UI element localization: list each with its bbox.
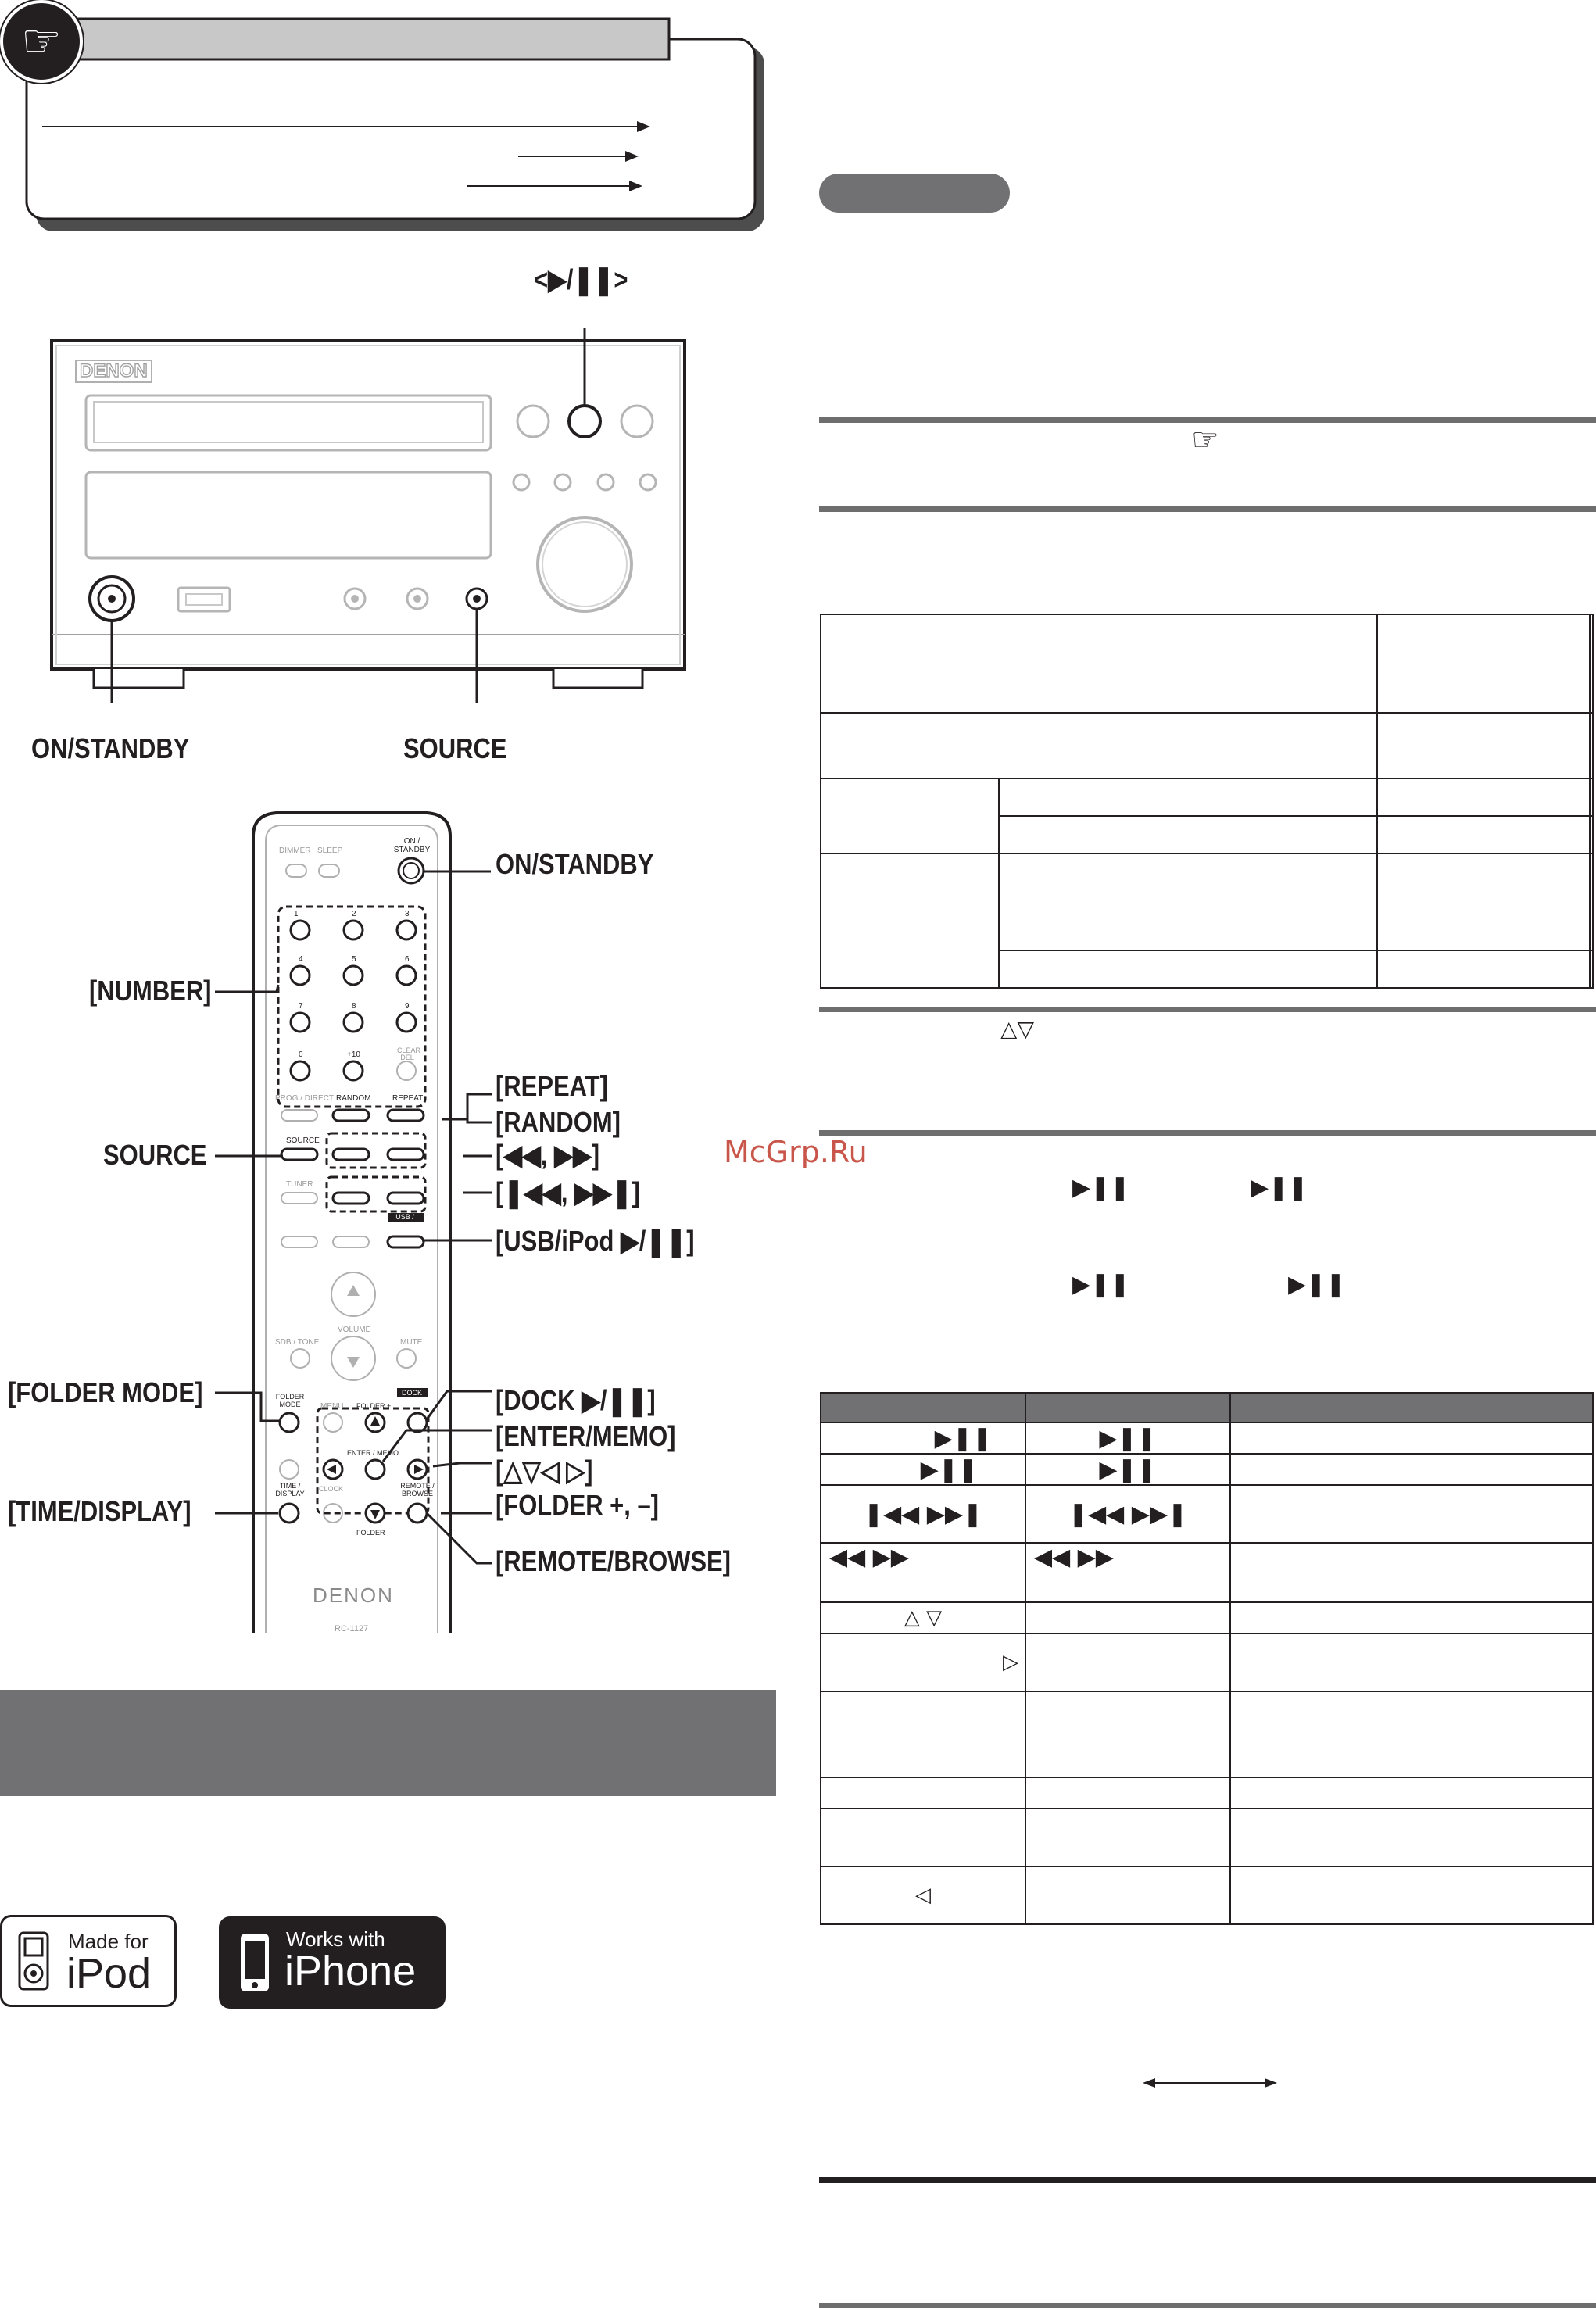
rule (819, 506, 1596, 512)
remote-number-7: 7 (299, 1002, 303, 1011)
callout-random: [RANDOM] (496, 1106, 621, 1138)
callout-search: [◀◀, ▶▶] (496, 1139, 600, 1171)
rule (819, 2177, 1596, 2183)
callout-cursor: [△▽◁ ▷] (496, 1455, 593, 1487)
remote-label-sdb: SDB / TONE (275, 1338, 320, 1347)
ops-cell: ◀◀ ▶▶ (1025, 1543, 1230, 1602)
remote-label-folder-mode: FOLDER MODE (275, 1393, 305, 1408)
remote-number-9: 9 (405, 1002, 410, 1011)
remote-label-clear: CLEAR DEL (397, 1047, 421, 1061)
remote-number-8: 8 (352, 1002, 356, 1011)
ops-cell: ▶❚❚ (821, 1454, 1025, 1485)
remote-label-dimmer: DIMMER (279, 846, 311, 855)
remote-number-5: 5 (352, 955, 356, 964)
remote-label-enter: ENTER / MEMO (347, 1449, 399, 1457)
iphone-name: iPhone (284, 1948, 417, 1995)
remote-number-2: 2 (352, 910, 356, 918)
ops-cell: △ ▽ (821, 1602, 1025, 1633)
rule (819, 2303, 1596, 2308)
callout-repeat: [REPEAT] (496, 1070, 608, 1102)
remote-number-3: 3 (405, 910, 410, 918)
remote-number-0: 0 (299, 1050, 303, 1059)
iphone-works-with: Works with (286, 1927, 385, 1951)
ops-cell: ◀◀ ▶▶ (821, 1543, 1025, 1602)
callout-enter-memo: [ENTER/MEMO] (496, 1420, 676, 1452)
rule (819, 1007, 1596, 1012)
remote-label-time: TIME / DISPLAY (275, 1482, 305, 1498)
callout-folder: [FOLDER +, –] (496, 1489, 660, 1521)
double-arrow (1141, 2071, 1279, 2095)
remote-number-1: 1 (294, 910, 299, 918)
ops-cell: ▷ (821, 1633, 1025, 1691)
remote-label-tuner: TUNER (286, 1180, 313, 1189)
callout-folder-mode: [FOLDER MODE] (8, 1376, 203, 1408)
ops-cell: ◁ (821, 1866, 1025, 1924)
callout-number: [NUMBER] (88, 975, 211, 1007)
remote-label-browse: REMOTE / BROWSE (400, 1482, 435, 1498)
ipod-icon (18, 1931, 49, 1991)
iphone-icon (239, 1932, 270, 1993)
play-pause-label: <▶/❚❚> (534, 263, 628, 295)
section-banner (0, 1690, 776, 1796)
unit-brand: DENON (75, 360, 152, 383)
remote-number-6: 6 (405, 955, 410, 964)
remote-label-clock: CLOCK (319, 1485, 344, 1493)
section-pill (819, 174, 1010, 213)
remote-label-random: RANDOM (336, 1094, 371, 1103)
play-pause-glyph: ▶❚❚ (1251, 1174, 1308, 1201)
callout-skip: [❚◀◀, ▶▶❚] (496, 1176, 640, 1208)
remote-model: RC-1127 (335, 1624, 369, 1633)
remote-label-usb: USB / iPod (395, 1213, 414, 1229)
remote-label-mute: MUTE (400, 1338, 423, 1347)
remote-label-dock: DOCK (402, 1389, 423, 1397)
remote-brand: DENON (313, 1583, 394, 1607)
on-standby-label: ON/STANDBY (31, 732, 190, 764)
remote-label-plus10: +10 (347, 1050, 360, 1059)
play-pause-glyph: ▶❚❚ (1288, 1271, 1346, 1298)
watermark: McGrp.Ru (724, 1135, 868, 1169)
main-unit (0, 328, 703, 703)
play-pause-glyph: ▶❚❚ (1072, 1271, 1130, 1298)
remote-label-prog: PROG / DIRECT (275, 1094, 335, 1103)
remote-label-folder: FOLDER (356, 1529, 385, 1537)
ops-cell: ▶❚❚ (1025, 1422, 1230, 1454)
callout-usb-ipod: [USB/iPod ▶/❚❚] (496, 1225, 695, 1257)
ops-cell: ❚◀◀ ▶▶❚ (1025, 1485, 1230, 1543)
ipod-made-for: Made for (68, 1930, 149, 1953)
operations-table (820, 1392, 1594, 1925)
remote-label-source: SOURCE (286, 1136, 320, 1145)
remote-label-volume: VOLUME (338, 1326, 371, 1334)
remote-label-menu: MENU (320, 1402, 344, 1411)
callout-time-display: [TIME/DISPLAY] (8, 1495, 191, 1527)
ipod-name: iPod (66, 1950, 152, 1997)
reference-hand-icon: ☞ (1191, 422, 1219, 458)
play-pause-glyph: ▶❚❚ (1072, 1174, 1130, 1201)
rule (819, 1130, 1596, 1136)
works-with-iphone-logo (219, 1916, 446, 2009)
remote-label-on-standby: ON / STANDBY (393, 837, 431, 854)
ops-cell: ▶❚❚ (821, 1422, 1025, 1454)
callout-lines (0, 828, 782, 1579)
pointing-hand-icon: ☞ (0, 0, 83, 83)
callout-source: SOURCE (103, 1139, 207, 1171)
source-label: SOURCE (403, 732, 507, 764)
remote-label-sleep: SLEEP (317, 846, 343, 855)
cursor-note-symbols: △▽ (1000, 1016, 1035, 1042)
callout-dock: [DOCK ▶/❚❚] (496, 1384, 656, 1416)
remote-label-folder-plus: FOLDER + (356, 1402, 392, 1410)
remote-label-repeat: REPEAT (392, 1094, 424, 1103)
callout-on-standby: ON/STANDBY (496, 848, 654, 880)
ops-cell: ▶❚❚ (1025, 1454, 1230, 1485)
made-for-ipod-logo (0, 1915, 177, 2007)
callout-remote-browse: [REMOTE/BROWSE] (496, 1545, 731, 1577)
ops-cell: ❚◀◀ ▶▶❚ (821, 1485, 1025, 1543)
reference-box (0, 0, 774, 234)
spec-table (820, 614, 1594, 989)
remote-number-4: 4 (299, 955, 303, 964)
